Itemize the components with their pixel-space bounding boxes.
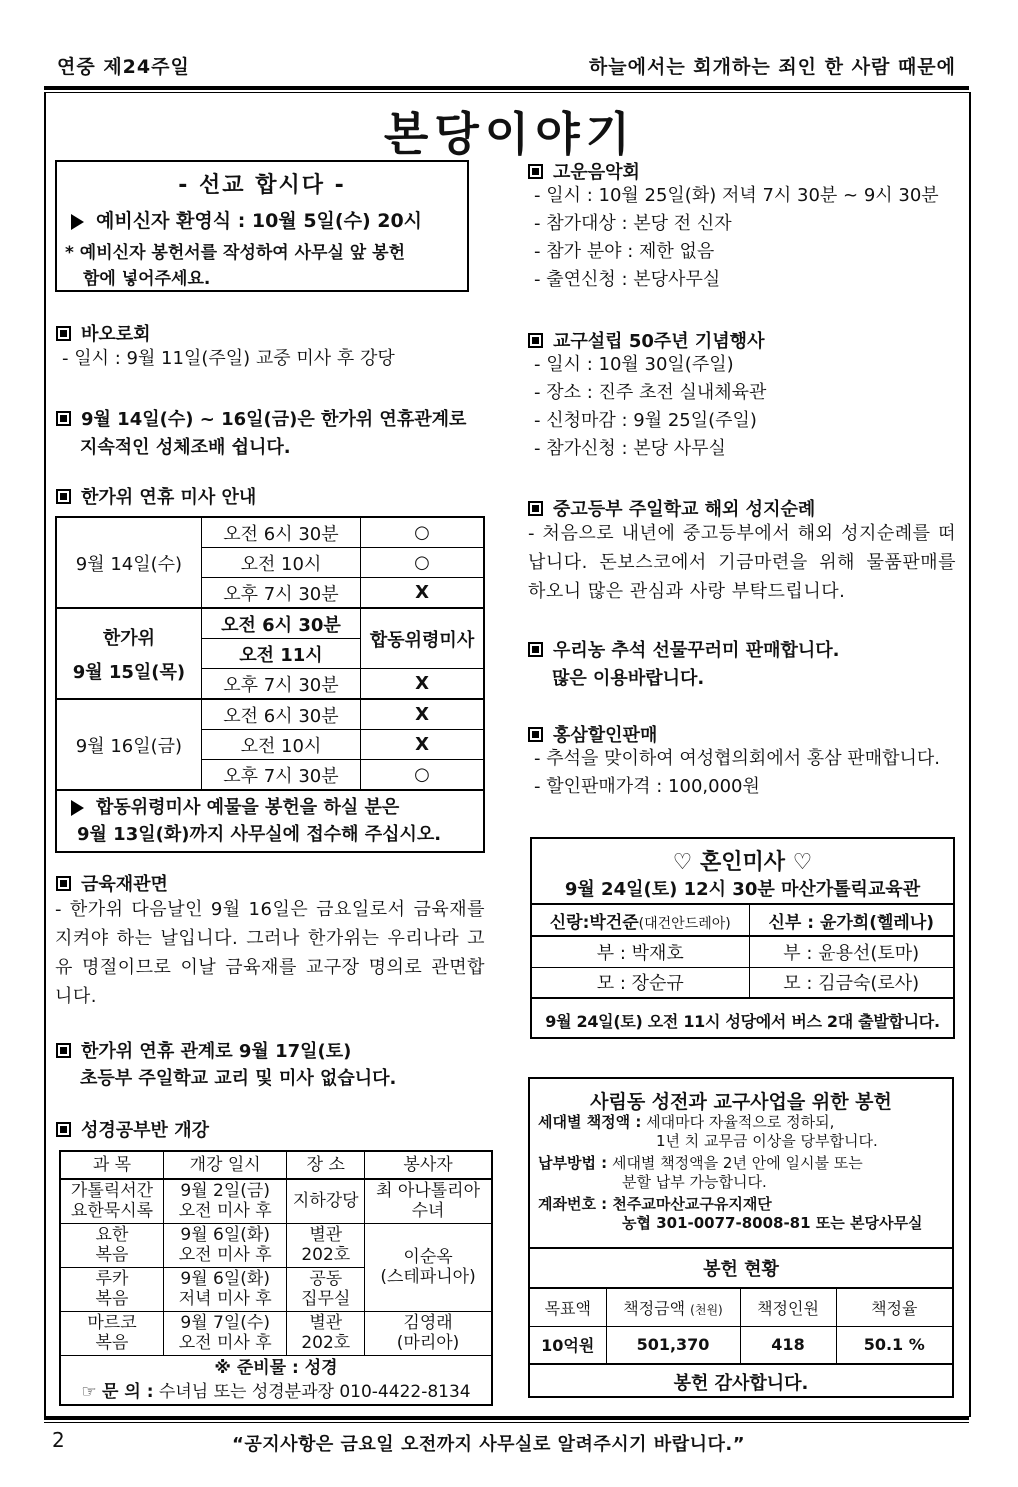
pilgrim-text: - 처음으로 내년에 중고등부에서 해외 성지순례를 떠납니다. 돈보스코에서 기금마련을 위해 물품판매를 하오니 많은 관심과 사랑 부탁드립니다. [528,523,956,602]
groom-cell: 신랑:박건준(대건안드레아) [532,904,749,936]
mass-time: 오전 6시 30분 [201,608,360,639]
adoration-title: 9월 14일(수) ~ 16일(금)은 한가위 연휴관계로 [56,405,466,431]
top-rule [44,86,969,90]
offering-header: 책정율 [836,1288,952,1326]
bible-cell: 9월 2일(금) 오전 미사 후 [163,1179,286,1223]
square-bullet-icon [528,501,543,516]
wedding-table [532,903,953,999]
square-bullet-icon [528,727,543,742]
mass-mark: ○ [361,548,484,578]
mass-date-2: 한가위 9월 15일(목) [56,608,201,699]
bottom-rule-thin [44,1422,969,1423]
bible-cell: 공동 집무실 [287,1267,365,1311]
offering-account: 계좌번호 : 천주교마산교구유지재단 [538,1195,772,1213]
bible-cell: 9월 7일(수) 오전 미사 후 [163,1311,286,1355]
bible-cell: 루카 복음 [60,1267,163,1311]
square-bullet-icon [528,642,543,657]
bottom-rule [44,1416,969,1420]
bible-header: 과 목 [60,1151,163,1179]
mass-time: 오전 10시 [201,730,360,760]
offering-box [528,1077,954,1398]
groom-mother: 모 : 장순규 [532,967,749,998]
offering-header: 목표액 [530,1288,606,1326]
concert-title: 고운음악회 [528,158,640,184]
groom-father: 부 : 박재호 [532,936,749,967]
offering-header: 책정인원 [740,1288,836,1326]
offering-method-2: 분할 납부 가능합니다. [622,1173,767,1191]
mass-note: 합동위령미사 예물을 봉헌을 하실 분은 9월 13일(화)까지 사무실에 접수해 주십시오. [56,790,484,852]
concert-line: - 참가대상 : 본당 전 신자 [534,213,732,234]
mission-title: - 선교 합시다 - [178,173,346,198]
mass-table [55,516,485,853]
offering-title: 사림동 성전과 교구사업을 위한 봉헌 [590,1091,892,1113]
offering-status: 봉헌 현황 [530,1248,952,1288]
sunday-line2: 초등부 주일학교 교리 및 미사 없습니다. [80,1068,397,1089]
ginseng-line: - 추석을 맞이하여 여성협의회에서 홍삼 판매합니다. [534,748,940,769]
offering-target: 10억원 [530,1326,606,1364]
mass-mark-joint: 합동위령미사 [361,608,484,669]
concert-line: - 출연신청 : 본당사무실 [534,269,721,290]
mass-mark: X [361,730,484,760]
bride-father: 부 : 윤용선(토마) [749,936,953,967]
square-bullet-icon [528,164,543,179]
pilgrim-title: 중고등부 주일학교 해외 성지순례 [528,495,815,521]
offering-people: 418 [740,1326,836,1364]
mass-time: 오전 6시 30분 [201,517,360,548]
mission-welcome: 예비신자 환영식 : 10월 5일(수) 20시 [71,206,422,233]
gift-title: 우리농 추석 선물꾸러미 판매합니다. [528,636,839,662]
bible-cell: 9월 6일(화) 오전 미사 후 [163,1223,286,1267]
mass-mark: X [361,699,484,730]
wedding-bus: 9월 24일(토) 오전 11시 성당에서 버스 2대 출발합니다. [545,1012,940,1031]
anniv-line: - 일시 : 10월 30일(주일) [534,354,734,375]
anniv-title: 교구설립 50주년 기념행사 [528,327,764,353]
fast-text: - 한가위 다음날인 9월 16일은 금요일로서 금육재를 지켜야 하는 날입니다. 그러나 한가위는 우리나라 고유 명절이므로 이날 금육재를 교구장 명의로 관면합니다. [55,899,485,1007]
mass-mark: X [361,578,484,609]
concert-line: - 참가 분야 : 제한 없음 [534,241,715,262]
fast-title: 금육재관면 [56,870,168,896]
mass-mark: X [361,669,484,700]
bible-header: 장 소 [287,1151,365,1179]
mass-mark: ○ [361,517,484,548]
wedding-box [530,837,955,1039]
bible-cell: 요한 복음 [60,1223,163,1267]
arrow-icon [71,800,84,816]
bible-cell: 별관 202호 [287,1311,365,1355]
ginseng-title: 홍삼할인판매 [528,721,657,747]
mass-time: 오후 7시 30분 [201,760,360,791]
bible-table [59,1150,493,1406]
mission-note-2: 함에 넣어주세요. [83,269,211,289]
mission-note-1: * 예비신자 봉헌서를 작성하여 사무실 앞 봉헌 [65,243,405,263]
footer-notice: “공지사항은 금요일 오전까지 사무실로 알려주시기 바랍니다.” [232,1434,746,1455]
bible-cell: 9월 6일(화) 저녁 미사 후 [163,1267,286,1311]
anniv-line: - 신청마감 : 9월 25일(주일) [534,410,757,431]
bible-footer: ※ 준비물 : 성경 ☞ 문 의 : 수녀님 또는 성경분과장 010-4422-8134 [60,1355,492,1405]
square-bullet-icon [528,333,543,348]
offering-table [530,1247,952,1365]
sunday-title: 한가위 연휴 관계로 9월 17일(토) [56,1037,351,1063]
bible-cell: 가톨릭서간 요한묵시록 [60,1179,163,1223]
bible-title: 성경공부반 개강 [56,1116,209,1142]
offering-account-2: 농협 301-0077-8008-81 또는 본당사무실 [622,1214,923,1232]
bible-header: 봉사자 [365,1151,492,1179]
square-bullet-icon [56,411,71,426]
adoration-line2: 지속적인 성체조배 쉽니다. [80,437,291,458]
mass-time: 오전 10시 [201,548,360,578]
bride-cell: 신부 : 윤가희(헬레나) [749,904,953,936]
offering-total: 501,370 [606,1326,740,1364]
offering-thanks: 봉헌 감사합니다. [673,1373,809,1394]
ginseng-line: - 할인판매가격 : 100,000원 [534,776,760,797]
offering-rate: 50.1 % [836,1326,952,1364]
mission-box [55,160,469,292]
mass-time: 오전 6시 30분 [201,699,360,730]
mass-time: 오후 7시 30분 [201,578,360,609]
week-label: 연중 제24주일 [57,56,190,78]
mass-mark: ○ [361,760,484,791]
gospel-title: 하늘에서는 회개하는 죄인 한 사람 때문에 [588,56,956,78]
wedding-title: ♡ 혼인미사 ♡ [672,850,813,875]
bride-mother: 모 : 김금숙(로사) [749,967,953,998]
gift-line2: 많은 이용바랍니다. [552,668,705,689]
square-bullet-icon [56,1043,71,1058]
offering-method: 납부방법 : 세대별 책정액을 2년 안에 일시불 또는 [538,1154,863,1172]
arrow-icon [71,214,84,230]
pointing-hand-icon: ☞ [81,1381,97,1402]
bible-cell: 마르코 복음 [60,1311,163,1355]
page-title: 본당이야기 [383,107,637,161]
anniv-line: - 장소 : 진주 초전 실내체육관 [534,382,767,403]
offering-amount-2: 1년 치 교무금 이상을 당부합니다. [656,1132,878,1150]
bible-cell: 이순옥 (스테파니아) [365,1223,492,1311]
anniv-line: - 참가신청 : 본당 사무실 [534,438,726,459]
bible-cell: 지하강당 [287,1179,365,1223]
concert-line: - 일시 : 10월 25일(화) 저녁 7시 30분 ~ 9시 30분 [534,185,939,206]
square-bullet-icon [56,326,71,341]
page-number: 2 [52,1428,65,1452]
offering-header: 책정금액 (천원) [606,1288,740,1326]
bible-cell: 별관 202호 [287,1223,365,1267]
wedding-when: 9월 24일(토) 12시 30분 마산가톨릭교육관 [564,879,921,900]
mass-date-3: 9월 16일(금) [56,699,201,790]
mass-time: 오후 7시 30분 [201,669,360,700]
square-bullet-icon [56,1122,71,1137]
bao-line: - 일시 : 9월 11일(주일) 교중 미사 후 강당 [62,348,395,369]
bible-header: 개강 일시 [163,1151,286,1179]
square-bullet-icon [56,876,71,891]
mass-time: 오전 11시 [201,639,360,669]
mass-date-1: 9월 14일(수) [56,517,201,608]
bible-cell: 김영래 (마리아) [365,1311,492,1355]
square-bullet-icon [56,489,71,504]
mass-title: 한가위 연휴 미사 안내 [56,483,256,509]
bible-cell: 최 아나톨리아 수녀 [365,1179,492,1223]
offering-amount: 세대별 책정액 : 세대마다 자율적으로 정하되, [538,1113,835,1131]
bao-title: 바오로회 [56,320,151,346]
